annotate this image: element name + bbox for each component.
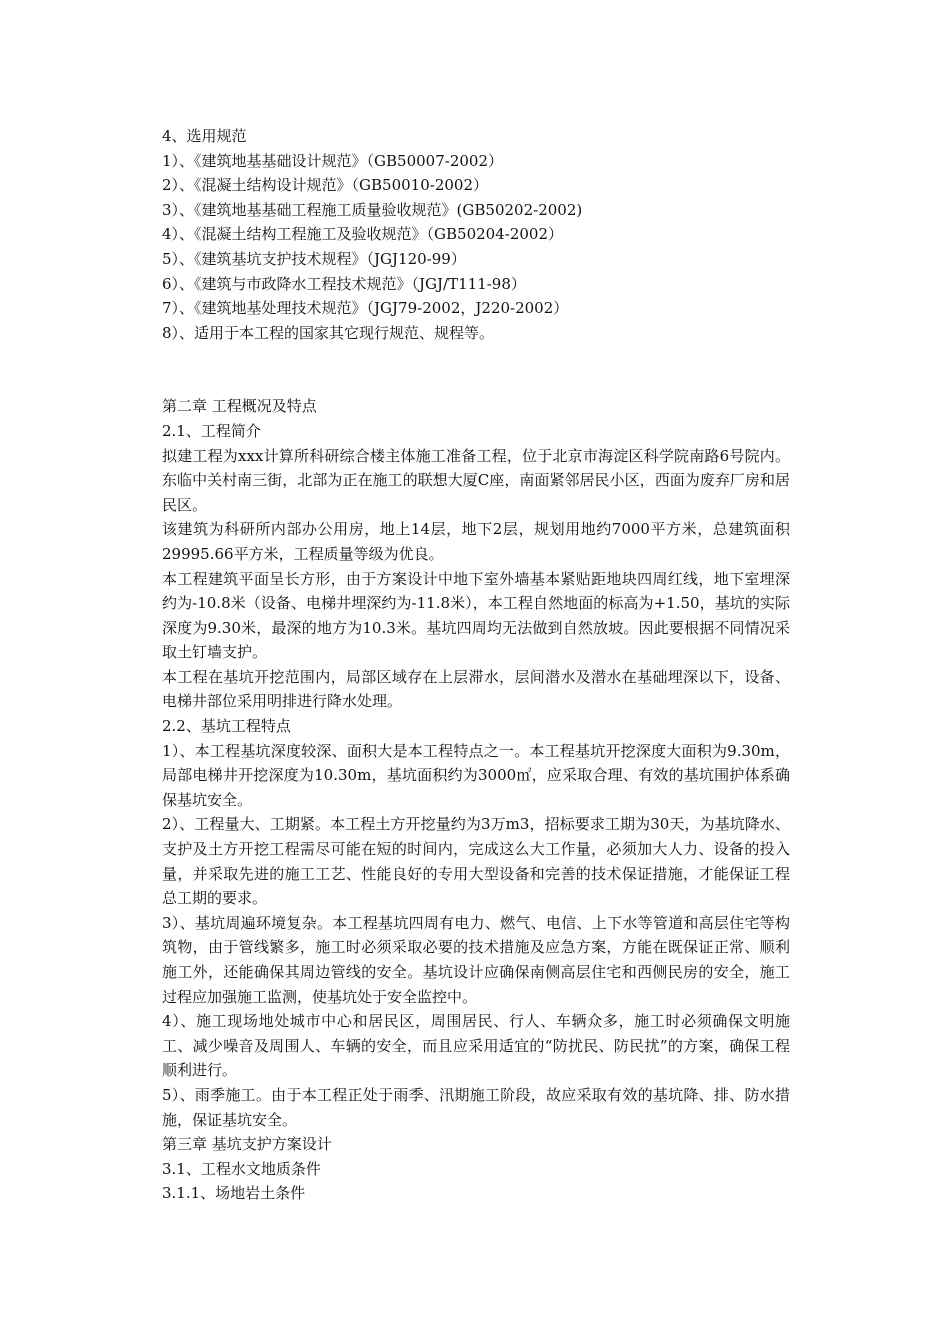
standard-item: 3）、《建筑地基基础工程施工质量验收规范》(GB50202-2002) [162,200,583,219]
standard-item: 2）、《混凝土结构设计规范》（GB50010-2002） [162,176,489,195]
paragraph: 3）、基坑周遍环境复杂。本工程基坑四周有电力、燃气、电信、上下水等管道和高层住宅等构筑物，由于管线繁多，施工时必须采取必要的技术措施及应急方案，方能在既保证正常、顺利施工外，还能确保其周边管线的安全。基坑设计应确保南侧高层住宅和西侧民房的安全，施工过程应加强施工监测，使基坑处于安全监控中。 [162,913,790,1006]
standard-item: 7）、《建筑地基处理技术规范》（JGJ79-2002，J220-2002） [162,299,569,318]
chapter-title: 第三章 基坑支护方案设计 [162,1135,332,1154]
paragraph: 2）、工程量大、工期紧。本工程土方开挖量约为3万m3，招标要求工期为30天，为基坑降水、支护及土方开挖工程需尽可能在短的时间内，完成这么大工作量，必须加大人力、设备的投入量，并采取先进的施工工艺、性能良好的专用大型设备和完善的技术保证措施，才能保证工程总工期的要求。 [162,815,790,908]
chapter-title: 第二章 工程概况及特点 [162,397,317,416]
document-body [162,124,790,1206]
section-heading-standards: 4、选用规范 [162,127,247,145]
paragraph: 5）、雨季施工。由于本工程正处于雨季、汛期施工阶段，故应采取有效的基坑降、排、防水措施，保证基坑安全。 [162,1085,790,1129]
standard-item: 5）、《建筑基坑支护技术规程》（JGJ120-99） [162,249,466,268]
paragraph: 本工程在基坑开挖范围内，局部区域存在上层滞水，层间潜水及潜水在基础埋深以下，设备、电梯井部位采用明排进行降水处理。 [162,667,790,711]
standard-item: 1）、《建筑地基基础设计规范》（GB50007-2002） [162,151,504,170]
paragraph: 4）、施工现场地处城市中心和居民区，周围居民、行人、车辆众多，施工时必须确保文明施工、减少噪音及周围人、车辆的安全，而且应采用适宜的“防扰民、防民扰”的方案，确保工程顺利进行。 [162,1012,790,1080]
standard-item: 4）、《混凝土结构工程施工及验收规范》（GB50204-2002） [162,225,564,244]
subsection-heading: 3.1.1、场地岩土条件 [162,1184,306,1203]
standard-item: 6）、《建筑与市政降水工程技术规范》（JGJ/T111-98） [162,274,526,293]
section-heading: 2.1、工程简介 [162,421,261,440]
standard-item: 8）、适用于本工程的国家其它现行规范、规程等。 [162,323,495,342]
section-heading: 2.2、基坑工程特点 [162,717,291,736]
paragraph: 该建筑为科研所内部办公用房，地上14层，地下2层，规划用地约7000平方米，总建筑面积29995.66平方米，工程质量等级为优良。 [162,520,790,563]
paragraph: 1）、本工程基坑深度较深、面积大是本工程特点之一。本工程基坑开挖深度大面积为9.30m，局部电梯井开挖深度为10.30m，基坑面积约为3000㎡，应采取合理、有效的基坑围护体系确保基坑安全。 [162,741,790,809]
section-heading: 3.1、工程水文地质条件 [162,1159,321,1178]
blank-gap [162,345,790,394]
paragraph: 拟建工程为xxx计算所科研综合楼主体施工准备工程，位于北京市海淀区科学院南路6号院内。东临中关村南三街，北部为正在施工的联想大厦C座，南面紧邻居民小区，西面为废弃厂房和居民区。 [162,446,790,514]
paragraph: 本工程建筑平面呈长方形，由于方案设计中地下室外墙基本紧贴距地块四周红线，地下室埋深约为-10.8米（设备、电梯井埋深约为-11.8米），本工程自然地面的标高为+1.50，基坑的实际深度为9.30米，最深的地方为10.3米。基坑四周均无法做到自然放坡。因此要根据不同情况采取土钉墙支护。 [162,569,790,662]
